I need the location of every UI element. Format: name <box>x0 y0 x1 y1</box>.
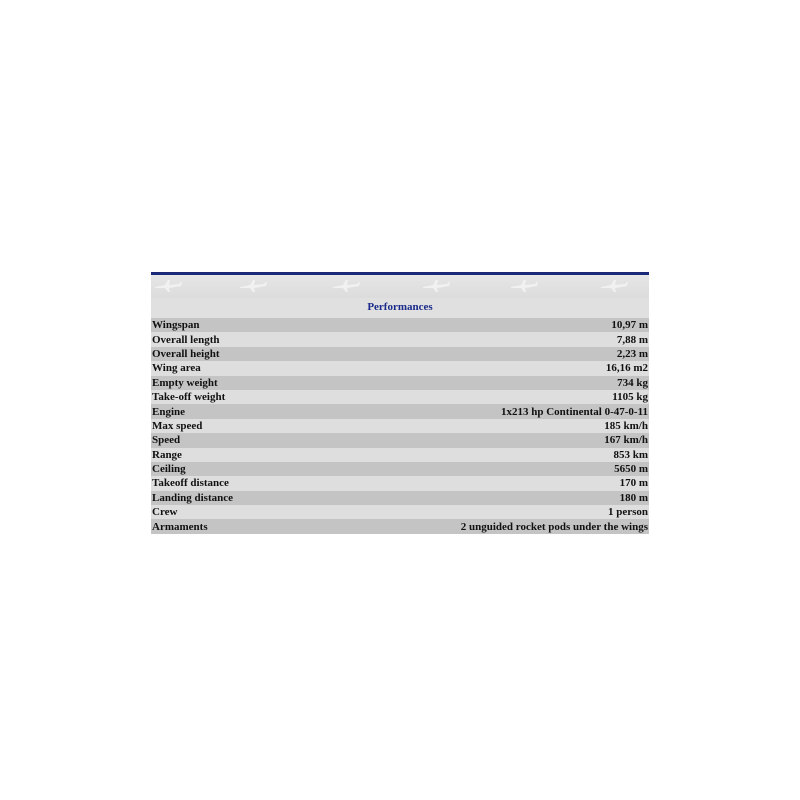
spec-value: 2 unguided rocket pods under the wings <box>460 520 648 533</box>
spec-label: Overall height <box>152 347 220 360</box>
spec-value: 7,88 m <box>616 333 648 346</box>
aircraft-silhouette-icon <box>238 279 268 293</box>
spec-label: Overall length <box>152 333 220 346</box>
spec-label: Crew <box>152 506 178 519</box>
spec-value: 170 m <box>619 477 648 490</box>
table-row <box>151 519 649 533</box>
table-row <box>151 332 649 346</box>
spec-label: Empty weight <box>152 376 218 389</box>
table-row <box>151 462 649 476</box>
table-row <box>151 347 649 361</box>
spec-value: 185 km/h <box>604 419 648 432</box>
table-row <box>151 361 649 375</box>
spec-value: 167 km/h <box>604 434 648 447</box>
spec-value: 1 person <box>607 506 648 519</box>
aircraft-silhouette-icon <box>421 279 451 293</box>
spec-label: Landing distance <box>152 491 233 504</box>
table-row <box>151 491 649 505</box>
spec-label: Range <box>152 448 182 461</box>
spec-value: 5650 m <box>614 463 648 476</box>
spec-label: Wingspan <box>152 319 200 332</box>
table-title: Performances <box>151 298 649 318</box>
header-band <box>151 275 649 298</box>
spec-label: Engine <box>152 405 186 418</box>
aircraft-silhouette-icon <box>599 279 629 293</box>
aircraft-silhouette-icon <box>331 279 361 293</box>
spec-value: 1105 kg <box>612 391 648 404</box>
table-row <box>151 448 649 462</box>
spec-label: Speed <box>152 434 181 447</box>
spec-value: 734 kg <box>617 376 648 389</box>
spec-label: Takeoff distance <box>152 477 229 490</box>
spec-value: 2,23 m <box>616 347 648 360</box>
spec-value: 853 km <box>613 448 648 461</box>
spec-table <box>151 318 649 534</box>
table-row <box>151 390 649 404</box>
table-row <box>151 433 649 447</box>
aircraft-silhouette-icon <box>153 279 183 293</box>
aircraft-silhouette-icon <box>509 279 539 293</box>
table-row <box>151 476 649 490</box>
table-row <box>151 505 649 519</box>
performances-panel <box>151 272 649 533</box>
spec-value: 16,16 m2 <box>605 362 648 375</box>
spec-label: Armaments <box>152 520 208 533</box>
table-row <box>151 419 649 433</box>
table-row <box>151 376 649 390</box>
spec-value: 180 m <box>619 491 648 504</box>
spec-value: 10,97 m <box>611 319 648 332</box>
spec-label: Max speed <box>152 419 203 432</box>
spec-label: Ceiling <box>152 463 186 476</box>
spec-label: Wing area <box>152 362 201 375</box>
spec-value: 1x213 hp Continental 0-47-0-11 <box>501 405 648 418</box>
spec-label: Take-off weight <box>152 391 226 404</box>
table-row <box>151 404 649 418</box>
table-row <box>151 318 649 332</box>
